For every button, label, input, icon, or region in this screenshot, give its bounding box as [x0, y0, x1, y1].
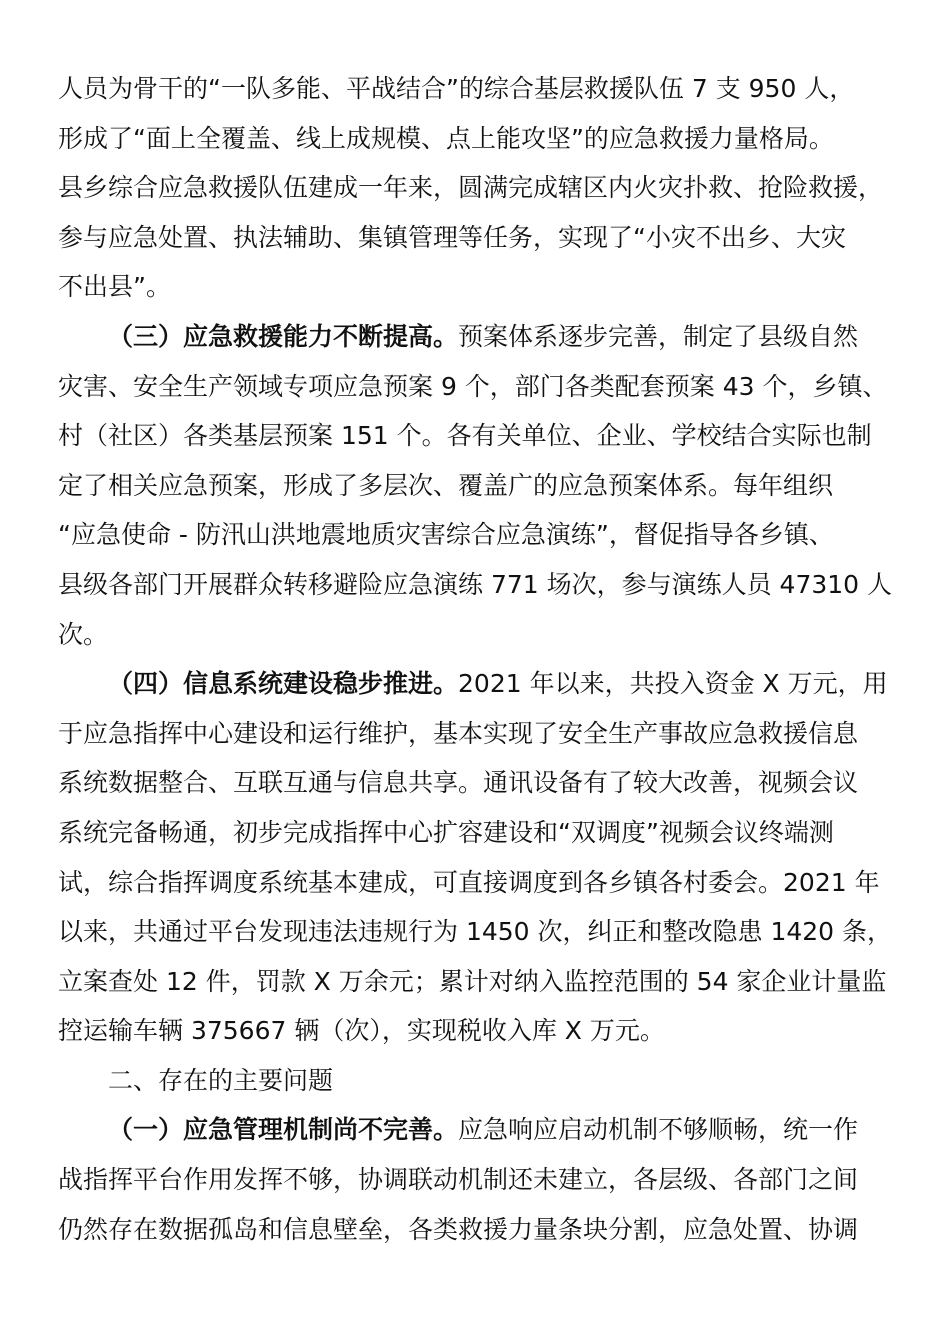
- paragraph-information-system: [58, 659, 892, 1056]
- text-line: 人员为骨干的“一队多能、平战结合”的综合基层救援队伍 7 支 950 人，: [58, 74, 855, 103]
- text-line: 以来，共通过平台发现违法违规行为 1450 次，纠正和整改隐患 1420 条，: [58, 917, 892, 947]
- paragraph-management-mechanism: [58, 1105, 892, 1254]
- text-line: 试，综合指挥调度系统基本建成，可直接调度到各乡镇各村委会。2021 年: [58, 867, 880, 897]
- section-title: 二、存在的主要问题: [108, 1065, 334, 1095]
- text-line: 次。: [58, 619, 109, 649]
- text-line: 定了相关应急预案，形成了多层次、覆盖广的应急预案体系。每年组织: [58, 470, 834, 500]
- text-line: 形成了“面上全覆盖、线上成规模、点上能攻坚”的应急救援力量格局。: [58, 123, 834, 153]
- paragraph-heading: （一）应急管理机制尚不完善。: [108, 1115, 459, 1145]
- text-line: 立案查处 12 件，罚款 X 万余元；累计对纳入监控范围的 54 家企业计量监: [58, 966, 887, 996]
- text-line: 系统数据整合、互联互通与信息共享。通讯设备有了较大改善，视频会议: [58, 768, 859, 798]
- document-body: [58, 64, 892, 1254]
- text-line: 于应急指挥中心建设和运行维护，基本实现了安全生产事故应急救援信息: [58, 718, 859, 748]
- text-line: 村（社区）各类基层预案 151 个。各有关单位、企业、学校结合实际也制: [58, 421, 872, 451]
- text-line: [58, 1105, 892, 1155]
- paragraph-text: 应急响应启动机制不够顺畅，统一作: [458, 1115, 859, 1145]
- section-title-main-problems: [58, 1056, 892, 1106]
- paragraph-heading: （四）信息系统建设稳步推进。: [108, 669, 459, 699]
- text-line: 参与应急处置、执法辅助、集镇管理等任务，实现了“小灾不出乡、大灾: [58, 222, 846, 252]
- text-line: 灾害、安全生产领域专项应急预案 9 个，部门各类配套预案 43 个，乡镇、: [58, 371, 888, 401]
- text-line: 控运输车辆 375667 辆（次），实现税收入库 X 万元。: [58, 1016, 665, 1046]
- text-line: 战指挥平台作用发挥不够，协调联动机制还未建立，各层级、各部门之间: [58, 1165, 859, 1195]
- text-line: 不出县”。: [58, 272, 171, 302]
- text-line: 系统完备畅通，初步完成指挥中心扩容建设和“双调度”视频会议终端测: [58, 817, 834, 847]
- text-line: 县级各部门开展群众转移避险应急演练 771 场次，参与演练人员 47310 人: [58, 569, 892, 599]
- paragraph-rescue-teams: [58, 64, 892, 312]
- text-line: [58, 659, 892, 709]
- text-line: [58, 312, 892, 362]
- paragraph-heading: （三）应急救援能力不断提高。: [108, 321, 459, 351]
- paragraph-emergency-capability: [58, 312, 892, 659]
- text-line: 仍然存在数据孤岛和信息壁垒，各类救援力量条块分割，应急处置、协调: [58, 1214, 859, 1244]
- paragraph-text: 2021 年以来，共投入资金 X 万元，用: [458, 669, 888, 699]
- text-line: “应急使命 - 防汛山洪地震地质灾害综合应急演练”，督促指导各乡镇、: [58, 520, 834, 550]
- paragraph-text: 预案体系逐步完善，制定了县级自然: [458, 321, 859, 351]
- text-line: 县乡综合应急救援队伍建成一年来，圆满完成辖区内火灾扑救、抢险救援，: [58, 173, 884, 203]
